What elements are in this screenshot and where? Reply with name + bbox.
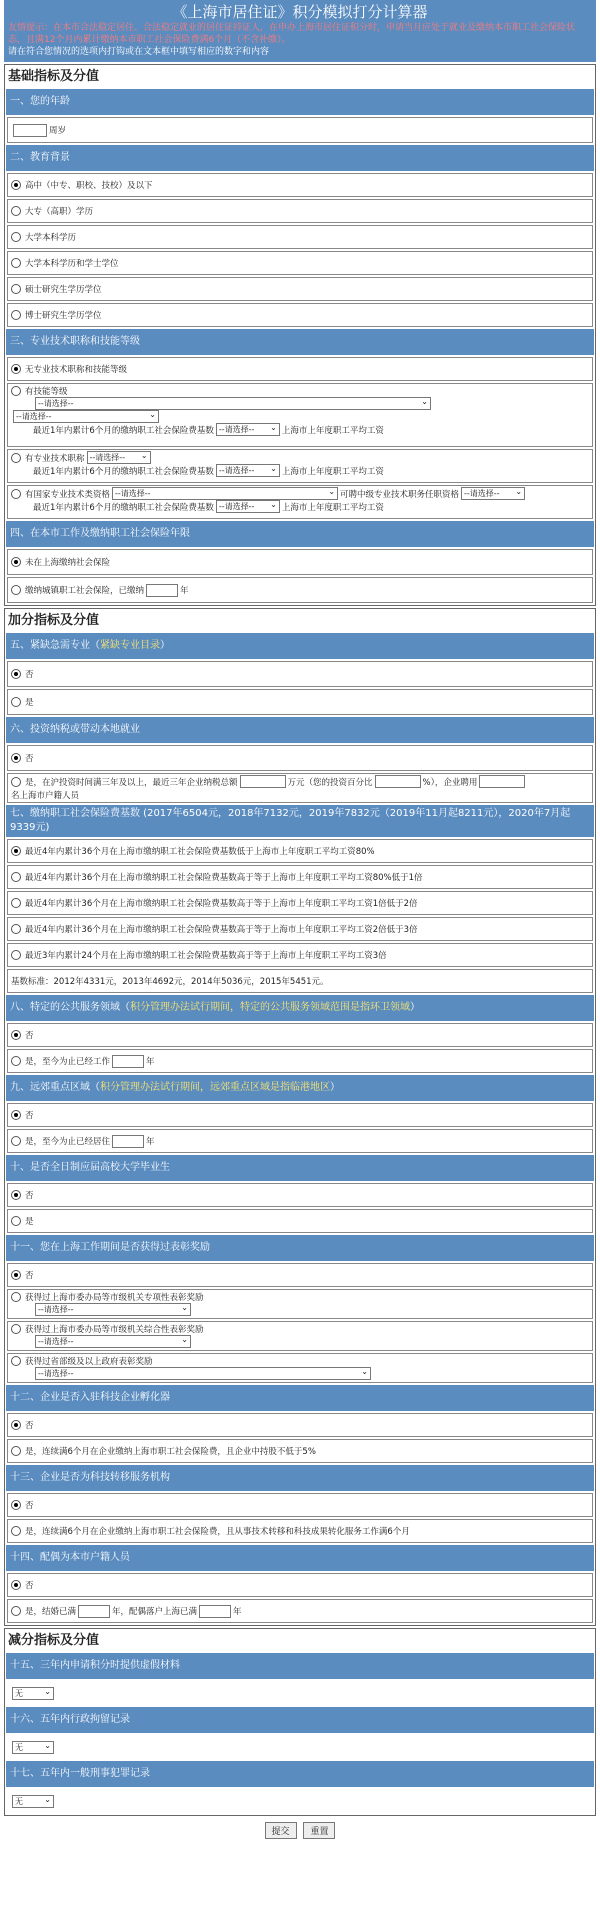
s8-years-input[interactable] bbox=[112, 1055, 144, 1068]
wage-text: 上海市上年度职工平均工资 bbox=[281, 425, 384, 436]
s14-yes-text: 是，结婚已满 bbox=[25, 1607, 77, 1617]
edu-option[interactable] bbox=[7, 277, 593, 301]
radio-icon[interactable] bbox=[11, 1292, 21, 1302]
s16-select[interactable]: 无 ⌄ bbox=[12, 1741, 54, 1754]
basic-section bbox=[4, 64, 596, 606]
s11-b-label: 获得过上海市委办局等市级机关综合性表彰奖励 bbox=[25, 1325, 204, 1335]
s7-label: 最近4年内累计36个月在上海市缴纳职工社会保险费基数高于等于上海市上年度职工平均工资80%低于1倍 bbox=[25, 873, 423, 883]
s17-row bbox=[7, 1789, 593, 1813]
s11-no-label: 否 bbox=[25, 1271, 34, 1281]
edu-label: 大学本科学历 bbox=[25, 233, 77, 243]
s11-title: 十一、您在上海工作期间是否获得过表彰奖励 bbox=[6, 1235, 594, 1261]
radio-icon[interactable] bbox=[11, 669, 21, 679]
s7-option[interactable] bbox=[7, 943, 593, 967]
s6-yes-text: 是，在沪投资时间满三年及以上，最近三年企业纳税总额 bbox=[25, 777, 238, 788]
title-base-select[interactable]: --请选择-- ⌄ bbox=[216, 464, 280, 477]
s17-title: 十七、五年内一般刑事犯罪记录 bbox=[6, 1761, 594, 1787]
age-title: 一、您的年龄 bbox=[6, 89, 594, 115]
s13-yes-option[interactable] bbox=[7, 1519, 593, 1543]
years-has-label: 缴纳城镇职工社会保险，已缴纳 bbox=[25, 586, 145, 596]
s6-title: 六、投资纳税或带动本地就业 bbox=[6, 717, 594, 743]
s5-title bbox=[6, 633, 594, 659]
s14-no-label: 否 bbox=[25, 1581, 34, 1591]
years-title: 四、在本市工作及缴纳职工社会保险年限 bbox=[6, 521, 594, 547]
radio-icon[interactable] bbox=[11, 453, 21, 463]
s10-yes-option[interactable] bbox=[7, 1209, 593, 1233]
marriage-years-input[interactable] bbox=[78, 1605, 110, 1618]
s8-unit: 年 bbox=[146, 1057, 155, 1067]
radio-icon[interactable] bbox=[11, 180, 21, 190]
s11-c-option bbox=[7, 1353, 593, 1383]
skill-sub-select[interactable]: --请选择-- ⌄ bbox=[13, 410, 159, 423]
s11-a-select[interactable]: --请选择-- ⌄ bbox=[35, 1303, 191, 1316]
basic-heading: 基础指标及分值 bbox=[8, 69, 100, 84]
s7-option[interactable] bbox=[7, 865, 593, 889]
s7-label: 最近3年内累计24个月在上海市缴纳职工社会保险费基数高于等于上海市上年度职工平均工资3倍 bbox=[25, 951, 387, 961]
wage-text: 上海市上年度职工平均工资 bbox=[281, 502, 384, 513]
radio-icon[interactable] bbox=[11, 386, 21, 396]
edu-option[interactable] bbox=[7, 251, 593, 275]
s6-yes-text: 名上海市户籍人员 bbox=[11, 790, 80, 801]
s9-title bbox=[6, 1075, 594, 1101]
s14-yes-text: 年 bbox=[233, 1607, 242, 1617]
radio-icon[interactable] bbox=[11, 1500, 21, 1510]
edu-label: 高中（中专、职校、技校）及以下 bbox=[25, 181, 153, 191]
minus-heading: 减分指标及分值 bbox=[8, 1633, 100, 1648]
skill-none-option[interactable] bbox=[7, 357, 593, 381]
s15-row bbox=[7, 1681, 593, 1705]
radio-icon[interactable] bbox=[11, 284, 21, 294]
s14-yes-text: 年，配偶落户上海已满 bbox=[112, 1607, 198, 1617]
radio-icon[interactable] bbox=[11, 777, 21, 787]
s5-title-text: 五、紧缺急需专业（ bbox=[10, 640, 100, 651]
radio-icon[interactable] bbox=[11, 1580, 21, 1590]
percent-input[interactable] bbox=[375, 775, 421, 788]
radio-icon[interactable] bbox=[11, 585, 21, 595]
radio-icon[interactable] bbox=[11, 924, 21, 934]
s15-title: 十五、三年内申请积分时提供虚假材料 bbox=[6, 1653, 594, 1679]
s6-yes-option[interactable] bbox=[7, 773, 593, 803]
radio-icon[interactable] bbox=[11, 232, 21, 242]
s7-option[interactable] bbox=[7, 917, 593, 941]
radio-icon[interactable] bbox=[11, 489, 21, 499]
s5-yes-option[interactable] bbox=[7, 689, 593, 715]
s9-years-input[interactable] bbox=[112, 1135, 144, 1148]
radio-icon[interactable] bbox=[11, 1056, 21, 1066]
s11-c-select[interactable]: --请选择-- ⌄ bbox=[35, 1367, 371, 1380]
edu-option[interactable] bbox=[7, 199, 593, 223]
radio-icon[interactable] bbox=[11, 753, 21, 763]
s10-no-label: 否 bbox=[25, 1191, 34, 1201]
s8-title-tail: ） bbox=[410, 1002, 420, 1013]
s11-a-option bbox=[7, 1289, 593, 1319]
s6-no-label: 否 bbox=[25, 754, 34, 764]
s5-no-label: 否 bbox=[25, 670, 34, 680]
hint-text: 请在符合您情况的选项内打钩或在文本框中填写相应的数字和内容 bbox=[8, 47, 270, 57]
s8-no-label: 否 bbox=[25, 1031, 34, 1041]
radio-icon[interactable] bbox=[11, 1526, 21, 1536]
bonus-heading: 加分指标及分值 bbox=[8, 613, 100, 628]
s9-yes-option[interactable] bbox=[7, 1129, 593, 1153]
s6-yes-text: %），企业聘用 bbox=[422, 777, 478, 788]
base-text: 最近1年内累计6个月的缴纳职工社会保险费基数 bbox=[33, 425, 214, 436]
s7-label: 最近4年内累计36个月在上海市缴纳职工社会保险费基数高于等于上海市上年度职工平均工资2倍低于3倍 bbox=[25, 925, 418, 935]
s9-title-text: 九、远郊重点区域（ bbox=[10, 1082, 100, 1093]
years-unit: 年 bbox=[180, 586, 189, 596]
s17-select[interactable]: 无 ⌄ bbox=[12, 1795, 54, 1808]
s13-title: 十三、企业是否为科技转移服务机构 bbox=[6, 1465, 594, 1491]
s7-label: 最近4年内累计36个月在上海市缴纳职工社会保险费基数低于上海市上年度职工平均工资80% bbox=[25, 847, 375, 857]
skill-title-select[interactable]: --请选择-- ⌄ bbox=[87, 451, 151, 464]
s13-no-label: 否 bbox=[25, 1501, 34, 1511]
age-row bbox=[7, 117, 593, 143]
skill-qual-label: 有国家专业技术类资格 bbox=[25, 489, 111, 500]
edu-label: 博士研究生学历学位 bbox=[25, 311, 102, 321]
s8-title-text: 八、特定的公共服务领域（ bbox=[10, 1002, 130, 1013]
s12-yes-label: 是，连续满6个月在企业缴纳上海市职工社会保险费，且企业中持股不低于5% bbox=[25, 1447, 316, 1457]
middle-title-text: 可聘中级专业技术职务任职资格 bbox=[340, 489, 460, 500]
edu-label: 大专（高职）学历 bbox=[25, 207, 94, 217]
s11-b-select[interactable]: --请选择-- ⌄ bbox=[35, 1335, 191, 1348]
s10-title: 十、是否全日制应届高校大学毕业生 bbox=[6, 1155, 594, 1181]
s10-no-option[interactable] bbox=[7, 1183, 593, 1207]
page-title: 《上海市居住证》积分模拟打分计算器 bbox=[172, 3, 428, 21]
spouse-years-input[interactable] bbox=[199, 1605, 231, 1618]
radio-icon[interactable] bbox=[11, 258, 21, 268]
s9-unit: 年 bbox=[146, 1137, 155, 1147]
radio-icon[interactable] bbox=[11, 557, 21, 567]
years-none-label: 未在上海缴纳社会保险 bbox=[25, 558, 111, 568]
skill-base-select[interactable]: --请选择-- ⌄ bbox=[216, 423, 280, 436]
s7-std bbox=[7, 969, 593, 993]
s13-yes-label: 是，连续满6个月在企业缴纳上海市职工社会保险费，且从事技术转移和科技成果转化服务工作满6个月 bbox=[25, 1527, 410, 1537]
reset-button[interactable]: 重置 bbox=[303, 1822, 335, 1839]
s7-option[interactable] bbox=[7, 839, 593, 863]
employees-input[interactable] bbox=[479, 775, 525, 788]
edu-option[interactable] bbox=[7, 225, 593, 249]
s14-no-option[interactable] bbox=[7, 1573, 593, 1597]
radio-icon[interactable] bbox=[11, 1136, 21, 1146]
s12-no-label: 否 bbox=[25, 1421, 34, 1431]
years-has-option[interactable] bbox=[7, 577, 593, 603]
s10-yes-label: 是 bbox=[25, 1217, 34, 1227]
age-input[interactable] bbox=[13, 124, 47, 137]
s8-no-option[interactable] bbox=[7, 1023, 593, 1047]
s11-a-label: 获得过上海市委办局等市级机关专项性表彰奖励 bbox=[25, 1293, 204, 1303]
radio-icon[interactable] bbox=[11, 1324, 21, 1334]
s11-b-option bbox=[7, 1321, 593, 1351]
s15-select[interactable]: 无 ⌄ bbox=[12, 1687, 54, 1700]
radio-icon[interactable] bbox=[11, 310, 21, 320]
s12-yes-option[interactable] bbox=[7, 1439, 593, 1463]
s6-yes-text: 万元（您的投资百分比 bbox=[287, 777, 373, 788]
button-bar bbox=[4, 1816, 596, 1845]
years-none-option[interactable] bbox=[7, 549, 593, 575]
edu-label: 大学本科学历和学士学位 bbox=[25, 259, 119, 269]
skill-level-label: 有技能等级 bbox=[25, 387, 68, 397]
edu-title: 二、教育背景 bbox=[6, 145, 594, 171]
s7-label: 最近4年内累计36个月在上海市缴纳职工社会保险费基数高于等于上海市上年度职工平均工资1倍低于2倍 bbox=[25, 899, 418, 909]
radio-icon[interactable] bbox=[11, 1030, 21, 1040]
radio-icon[interactable] bbox=[11, 872, 21, 882]
radio-icon[interactable] bbox=[11, 1356, 21, 1366]
s7-std-text: 基数标准：2012年4331元，2013年4692元，2014年5036元，2015年5451元。 bbox=[11, 977, 329, 987]
skill-qual-option bbox=[7, 485, 593, 519]
radio-icon[interactable] bbox=[11, 697, 21, 707]
base-text: 最近1年内累计6个月的缴纳职工社会保险费基数 bbox=[33, 466, 214, 477]
s12-title: 十二、企业是否入驻科技企业孵化器 bbox=[6, 1385, 594, 1411]
s16-row bbox=[7, 1735, 593, 1759]
minus-section bbox=[4, 1628, 596, 1816]
s5-yes-label: 是 bbox=[25, 698, 34, 708]
s16-title: 十六、五年内行政拘留记录 bbox=[6, 1707, 594, 1733]
edu-option[interactable] bbox=[7, 303, 593, 327]
shortage-list-link[interactable]: 紧缺专业目录 bbox=[100, 640, 160, 651]
wage-text: 上海市上年度职工平均工资 bbox=[281, 466, 384, 477]
header bbox=[4, 0, 596, 62]
skill-title: 三、专业技术职称和技能等级 bbox=[6, 329, 594, 355]
years-input[interactable] bbox=[146, 584, 178, 597]
skill-none-label: 无专业技术职称和技能等级 bbox=[25, 365, 128, 375]
qual-base-select[interactable]: --请选择-- ⌄ bbox=[216, 500, 280, 513]
s7-option[interactable] bbox=[7, 891, 593, 915]
s13-no-option[interactable] bbox=[7, 1493, 593, 1517]
skill-title-option bbox=[7, 449, 593, 483]
age-unit: 周岁 bbox=[49, 126, 67, 136]
skill-title-label: 有专业技术职称 bbox=[25, 453, 85, 464]
s5-no-option[interactable] bbox=[7, 661, 593, 687]
radio-icon[interactable] bbox=[11, 846, 21, 856]
edu-label: 硕士研究生学历学位 bbox=[25, 285, 102, 295]
s7-title: 七、缴纳职工社会保险费基数 (2017年6504元，2018年7132元，2019年7832元（2019年11月起8211元），2020年7月起9339元) bbox=[6, 805, 594, 837]
radio-icon[interactable] bbox=[11, 206, 21, 216]
edu-option[interactable] bbox=[7, 173, 593, 197]
radio-icon[interactable] bbox=[11, 1606, 21, 1616]
notice-text: 友情提示：在本市合法稳定居住、合法稳定就业的居住证持证人，在申办上海市居住证积分时，申请当月应处于就业及缴纳本市职工社会保险状态，且满12个月内累计缴纳本市职工社会保险费满6个月（不含补缴）。 bbox=[8, 23, 576, 45]
s8-title bbox=[6, 995, 594, 1021]
s9-yes-label: 是，至今为止已经居住 bbox=[25, 1137, 111, 1147]
s9-no-label: 否 bbox=[25, 1111, 34, 1121]
s6-no-option[interactable] bbox=[7, 745, 593, 771]
s14-title: 十四、配偶为本市户籍人员 bbox=[6, 1545, 594, 1571]
base-text: 最近1年内累计6个月的缴纳职工社会保险费基数 bbox=[33, 502, 214, 513]
s12-no-option[interactable] bbox=[7, 1413, 593, 1437]
s8-yes-label: 是，至今为止已经工作 bbox=[25, 1057, 111, 1067]
radio-icon[interactable] bbox=[11, 1190, 21, 1200]
skill-level-option bbox=[7, 383, 593, 447]
skill-level-select[interactable]: --请选择-- ⌄ bbox=[35, 397, 431, 410]
radio-icon[interactable] bbox=[11, 898, 21, 908]
s11-c-label: 获得过省部级及以上政府表彰奖励 bbox=[25, 1357, 153, 1367]
s9-title-tail: ） bbox=[330, 1082, 340, 1093]
s8-highlight: 积分管理办法试行期间，特定的公共服务领域范围是指环卫领域 bbox=[130, 1002, 410, 1013]
radio-icon[interactable] bbox=[11, 950, 21, 960]
s9-highlight: 积分管理办法试行期间，远郊重点区域是指临港地区 bbox=[100, 1082, 330, 1093]
radio-icon[interactable] bbox=[11, 1446, 21, 1456]
qual-select[interactable]: --请选择-- ⌄ bbox=[112, 487, 338, 500]
middle-select[interactable]: --请选择-- ⌄ bbox=[461, 487, 525, 500]
radio-icon[interactable] bbox=[11, 1216, 21, 1226]
radio-icon[interactable] bbox=[11, 1420, 21, 1430]
s9-no-option[interactable] bbox=[7, 1103, 593, 1127]
s11-no-option[interactable] bbox=[7, 1263, 593, 1287]
s14-yes-option[interactable] bbox=[7, 1599, 593, 1623]
radio-icon[interactable] bbox=[11, 1110, 21, 1120]
radio-icon[interactable] bbox=[11, 1270, 21, 1280]
submit-button[interactable]: 提交 bbox=[265, 1822, 297, 1839]
radio-icon[interactable] bbox=[11, 364, 21, 374]
tax-input[interactable] bbox=[240, 775, 286, 788]
s8-yes-option[interactable] bbox=[7, 1049, 593, 1073]
bonus-section bbox=[4, 608, 596, 1626]
s5-title-tail: ） bbox=[160, 640, 170, 651]
